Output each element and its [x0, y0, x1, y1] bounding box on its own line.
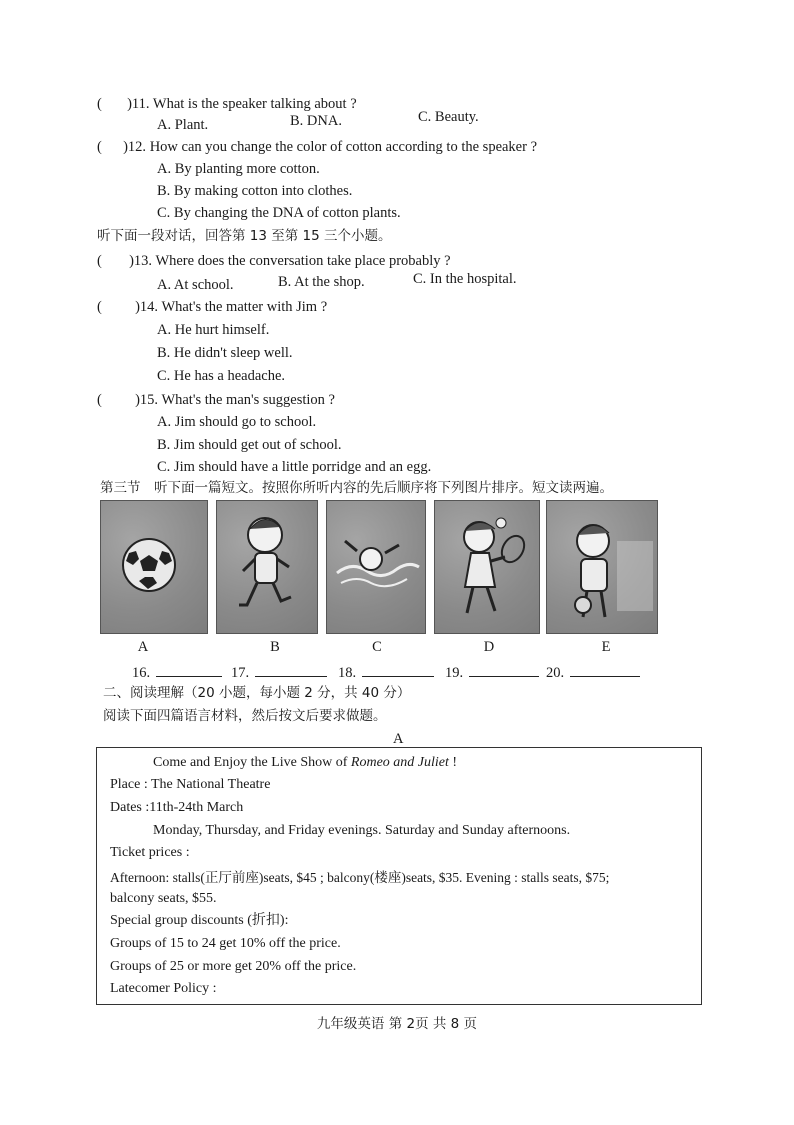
question-text-13: Where does the conversation take place probably ? [155, 253, 451, 269]
question-14 [97, 298, 327, 316]
blank-label-16: 16. [132, 665, 151, 681]
question-number-15: )15. [135, 392, 159, 408]
section3-heading: 第三节 听下面一篇短文。按照你所听内容的先后顺序将下列图片排序。短文读两遍。 [100, 480, 613, 496]
question-number-13: )13. [129, 253, 153, 269]
question-number-14: )14. [135, 299, 159, 315]
picture-c [326, 500, 426, 634]
option-14a: A. He hurt himself. [157, 322, 270, 338]
question-text-14: What's the matter with Jim ? [161, 299, 328, 315]
picture-label-c: C [372, 639, 382, 655]
answer-paren-14[interactable]: ( [97, 299, 102, 315]
answer-paren-11[interactable]: ( [97, 96, 102, 112]
notice-group-discounts: Special group discounts (折扣): [110, 913, 289, 928]
part2-instruction: 阅读下面四篇语言材料，然后按文后要求做题。 [103, 708, 387, 724]
option-12a: A. By planting more cotton. [157, 161, 320, 177]
question-number-12: )12. [123, 139, 147, 155]
notice-times: Monday, Thursday, and Friday evenings. Saturday and Sunday afternoons. [153, 823, 571, 838]
option-12c: C. By changing the DNA of cotton plants. [157, 205, 401, 221]
notice-title-prefix: Come and Enjoy the Live Show of [153, 755, 351, 770]
notice-group-1: Groups of 15 to 24 get 10% off the price. [110, 936, 341, 951]
option-13b: B. At the shop. [278, 274, 365, 290]
option-15b: B. Jim should get out of school. [157, 437, 342, 453]
option-11a: A. Plant. [157, 117, 209, 133]
picture-label-d: D [483, 639, 495, 655]
picture-e [546, 500, 658, 634]
notice-group-2: Groups of 25 or more get 20% off the price. [110, 959, 357, 974]
picture-d [434, 500, 540, 634]
basketball-boy-icon [547, 501, 657, 633]
notice-box [96, 747, 702, 1005]
notice-title [153, 754, 457, 772]
question-number-11: )11. [127, 96, 150, 112]
question-11 [97, 95, 357, 113]
blank-label-18: 18. [338, 665, 357, 681]
notice-latecomer: Latecomer Policy : [110, 981, 217, 996]
question-text-12: How can you change the color of cotton according to the speaker ? [149, 139, 538, 155]
swimming-boy-icon [327, 501, 425, 633]
question-13 [97, 252, 451, 270]
option-13a: A. At school. [157, 277, 234, 293]
option-11b: B. DNA. [290, 113, 342, 129]
blank-16[interactable] [132, 662, 222, 682]
answer-paren-15[interactable]: ( [97, 392, 102, 408]
picture-a [100, 500, 208, 634]
notice-dates: Dates :11th-24th March [110, 800, 244, 815]
notice-afternoon-prices: Afternoon: stalls(正厅前座)seats, $45 ; balcony(楼座)seats, $35. Evening : stalls seats, $75; [110, 870, 610, 885]
picture-label-a: A [137, 639, 149, 655]
option-11c: C. Beauty. [418, 109, 479, 125]
running-boy-icon [217, 501, 317, 633]
instruction-13-15: 听下面一段对话，回答第 13 至第 15 三个小题。 [97, 228, 392, 244]
question-text-15: What's the man's suggestion ? [161, 392, 335, 408]
blank-label-17: 17. [231, 665, 250, 681]
option-14b: B. He didn't sleep well. [157, 345, 293, 361]
picture-label-b: B [270, 639, 280, 655]
answer-paren-12[interactable]: ( [97, 139, 102, 155]
option-12b: B. By making cotton into clothes. [157, 183, 353, 199]
question-text-11: What is the speaker talking about ? [152, 96, 357, 112]
notice-title-suffix: ! [448, 755, 458, 770]
passage-label: A [393, 731, 404, 747]
option-13c: C. In the hospital. [413, 271, 517, 287]
blank-20[interactable] [546, 662, 640, 682]
blank-label-20: 20. [546, 665, 565, 681]
notice-place: Place : The National Theatre [110, 777, 271, 792]
option-15a: A. Jim should go to school. [157, 414, 317, 430]
notice-ticket-prices: Ticket prices : [110, 845, 190, 860]
picture-b [216, 500, 318, 634]
part2-heading: 二、阅读理解（20 小题，每小题 2 分，共 40 分） [103, 685, 411, 701]
page-footer: 九年级英语 第 2页 共 8 页 [316, 1016, 478, 1032]
blank-19[interactable] [445, 662, 539, 682]
blank-18[interactable] [338, 662, 434, 682]
soccer-ball-icon [101, 501, 207, 633]
option-14c: C. He has a headache. [157, 368, 286, 384]
notice-title-play: Romeo and Juliet [350, 755, 449, 770]
picture-label-e: E [601, 639, 611, 655]
blank-label-19: 19. [445, 665, 464, 681]
blank-17[interactable] [231, 662, 327, 682]
question-12 [97, 138, 537, 156]
notice-balcony-evening: balcony seats, $55. [110, 891, 217, 906]
answer-paren-13[interactable]: ( [97, 253, 102, 269]
tennis-girl-icon [435, 501, 539, 633]
option-15c: C. Jim should have a little porridge and an egg. [157, 459, 432, 475]
question-15 [97, 391, 335, 409]
